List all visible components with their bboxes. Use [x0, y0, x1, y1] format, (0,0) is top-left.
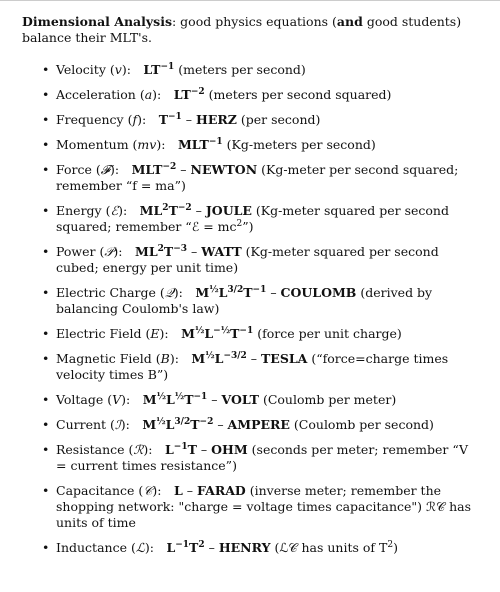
quantity-description: (derived by balancing Coulomb's law) — [56, 285, 433, 316]
list-item: • Frequency (f): $T^{-1}$ – HERZ (per second) — [0, 112, 480, 128]
quantity-symbol: mv — [137, 137, 157, 152]
unit-name: JOULE — [205, 203, 252, 218]
intro-text-2: good students) balance their MLT's. — [22, 14, 462, 45]
quantity-name: Velocity — [56, 62, 106, 77]
list-item: • Power (𝒫): $ML^2T^{-3}$ – WATT (Kg-meter squared per second cubed; energy per unit time) — [0, 244, 480, 276]
quantity-description: (Coulomb per meter) — [262, 392, 397, 407]
list-item: • Electric Field (E): $M^{\frac{1}{2}}L^{-\frac{1}{2}}T^{-1}$ (force per unit charge) — [0, 326, 480, 342]
list-item: • Force (𝓕): $MLT^{-2}$ – NEWTON (Kg-meter per second squared; remember “f = ma”) — [0, 162, 480, 194]
quantity-list — [0, 62, 480, 565]
quantity-name: Force — [56, 162, 92, 177]
quantity-dimensions: $T^{-1}$ — [158, 111, 182, 127]
quantity-name: Electric Charge — [56, 285, 156, 300]
quantity-name: Energy — [56, 203, 102, 218]
list-item: • Voltage (V): $M^{\frac{1}{2}}L^{\frac{1}{2}}T^{-1}$ – VOLT (Coulomb per meter) — [0, 392, 480, 408]
list-item: • Acceleration (a): $LT^{-2}$ (meters per second squared) — [0, 87, 480, 103]
quantity-dimensions: $M^{\frac{1}{2}}L^{-\frac{1}{2}}T^{-1}$ — [181, 325, 254, 341]
quantity-symbol: ℒ — [135, 540, 145, 555]
quantity-symbol: ℛ — [133, 442, 144, 457]
quantity-dimensions: $MLT^{-2}$ — [131, 161, 177, 177]
list-item: • Resistance (ℛ): $L^{-1}T$ – OHM (seconds per meter; remember “V = current times resistance”) — [0, 442, 480, 474]
quantity-description: (per second) — [240, 112, 321, 127]
quantity-name: Electric Field — [56, 326, 142, 341]
quantity-dimensions: $M^{\frac{1}{2}}L^{3/2}T^{-2}$ — [142, 416, 214, 432]
list-item: • Current (ℐ): $M^{\frac{1}{2}}L^{3/2}T^{-2}$ – AMPERE (Coulomb per second) — [0, 417, 480, 433]
quantity-description: (“force=charge times velocity times B”) — [56, 351, 449, 382]
quantity-dimensions: $ML^2T^{-3}$ — [134, 243, 188, 259]
top-rule — [0, 0, 500, 1]
quantity-dimensions: $M^{\frac{1}{2}}L^{\frac{1}{2}}T^{-1}$ — [142, 391, 208, 407]
quantity-description: (force per unit charge) — [257, 326, 402, 341]
quantity-dimensions: $MLT^{-1}$ — [177, 136, 223, 152]
intro-text-1: : good physics equations ( — [172, 14, 337, 29]
quantity-description: (meters per second squared) — [208, 87, 392, 102]
list-item: • Electric Charge (𝒬): $M^{\frac{1}{2}}L^{3/2}T^{-1}$ – COULOMB (derived by balancing Coulomb's law) — [0, 285, 480, 317]
quantity-name: Inductance — [56, 540, 127, 555]
quantity-symbol: v — [114, 62, 122, 77]
unit-name: NEWTON — [190, 162, 258, 177]
quantity-dimensions: $LT^{-1}$ — [143, 61, 175, 77]
quantity-name: Magnetic Field — [56, 351, 152, 366]
quantity-symbol: 𝒫 — [104, 244, 114, 259]
quantity-name: Resistance — [56, 442, 125, 457]
quantity-description: (Coulomb per second) — [293, 417, 434, 432]
unit-name: AMPERE — [227, 417, 290, 432]
quantity-name: Capacitance — [56, 483, 135, 498]
list-item: • Velocity (v): $LT^{-1}$ (meters per second) — [0, 62, 480, 78]
quantity-symbol: 𝒬 — [164, 285, 174, 300]
list-item: • Energy (ℰ): $ML^2T^{-2}$ – JOULE (Kg-meter squared per second squared; remember “ℰ = $mc^2$”) — [0, 203, 480, 235]
list-item: • Momentum (mv): $MLT^{-1}$ (Kg-meters per second) — [0, 137, 480, 153]
quantity-description: (Kg-meter squared per second squared; remember “ℰ = $mc^2$”) — [56, 203, 449, 234]
unit-name: TESLA — [261, 351, 308, 366]
quantity-name: Voltage — [56, 392, 104, 407]
quantity-dimensions: $M^{\frac{1}{2}}L^{-3/2}$ — [191, 350, 247, 366]
intro-title: Dimensional Analysis — [22, 14, 172, 29]
quantity-symbol: ℰ — [110, 203, 119, 218]
quantity-dimensions: $ML^2T^{-2}$ — [139, 202, 192, 218]
unit-name: COULOMB — [280, 285, 357, 300]
quantity-name: Current — [56, 417, 107, 432]
unit-name: FARAD — [196, 483, 246, 498]
list-item: • Inductance (ℒ): $L^{-1}T^2$ – HENRY (ℒ𝒞 has units of $T^2$) — [0, 540, 480, 556]
quantity-description: (meters per second) — [178, 62, 306, 77]
quantity-description: (Kg-meters per second) — [226, 137, 376, 152]
quantity-name: Momentum — [56, 137, 129, 152]
unit-name: HERZ — [196, 112, 237, 127]
quantity-symbol: f — [132, 112, 138, 127]
quantity-dimensions: $L^{-1}T$ — [165, 441, 197, 457]
quantity-dimensions: L — [173, 483, 183, 498]
quantity-symbol: ℐ — [114, 417, 121, 432]
quantity-name: Power — [56, 244, 96, 259]
quantity-description: (Kg-meter squared per second cubed; energy per unit time) — [56, 244, 439, 275]
unit-name: HENRY — [218, 540, 271, 555]
quantity-dimensions: $L^{-1}T^2$ — [166, 539, 205, 555]
quantity-name: Frequency — [56, 112, 124, 127]
quantity-description: (Kg-meter per second squared; remember “f = ma”) — [56, 162, 459, 193]
quantity-symbol: E — [150, 326, 160, 341]
quantity-name: Acceleration — [56, 87, 136, 102]
quantity-description: (ℒ𝒞 has units of $T^2$) — [274, 539, 398, 555]
quantity-description: (seconds per meter; remember “V = current times resistance”) — [56, 442, 469, 473]
list-item: • Capacitance (𝒞): L – FARAD (inverse meter; remember the shopping network: "charge = voltage times capacitance") ℛ𝒞 has units of time — [0, 483, 480, 531]
quantity-symbol: V — [112, 392, 122, 407]
quantity-dimensions: $M^{\frac{1}{2}}L^{3/2}T^{-1}$ — [195, 284, 267, 300]
quantity-description: (inverse meter; remember the shopping network: "charge = voltage times capacitance") ℛ𝒞 has units of time — [56, 483, 471, 530]
unit-name: WATT — [201, 244, 242, 259]
quantity-symbol: 𝒞 — [143, 483, 153, 498]
quantity-symbol: B — [160, 351, 170, 366]
unit-name: OHM — [211, 442, 248, 457]
quantity-symbol: a — [144, 87, 153, 102]
unit-name: VOLT — [221, 392, 259, 407]
quantity-dimensions: $LT^{-2}$ — [173, 86, 205, 102]
quantity-symbol: 𝓕 — [100, 162, 110, 177]
intro-paragraph — [22, 14, 480, 46]
intro-bold-and: and — [336, 14, 363, 29]
list-item: • Magnetic Field (B): $M^{\frac{1}{2}}L^{-3/2}$ – TESLA (“force=charge times velocity times B”) — [0, 351, 480, 383]
